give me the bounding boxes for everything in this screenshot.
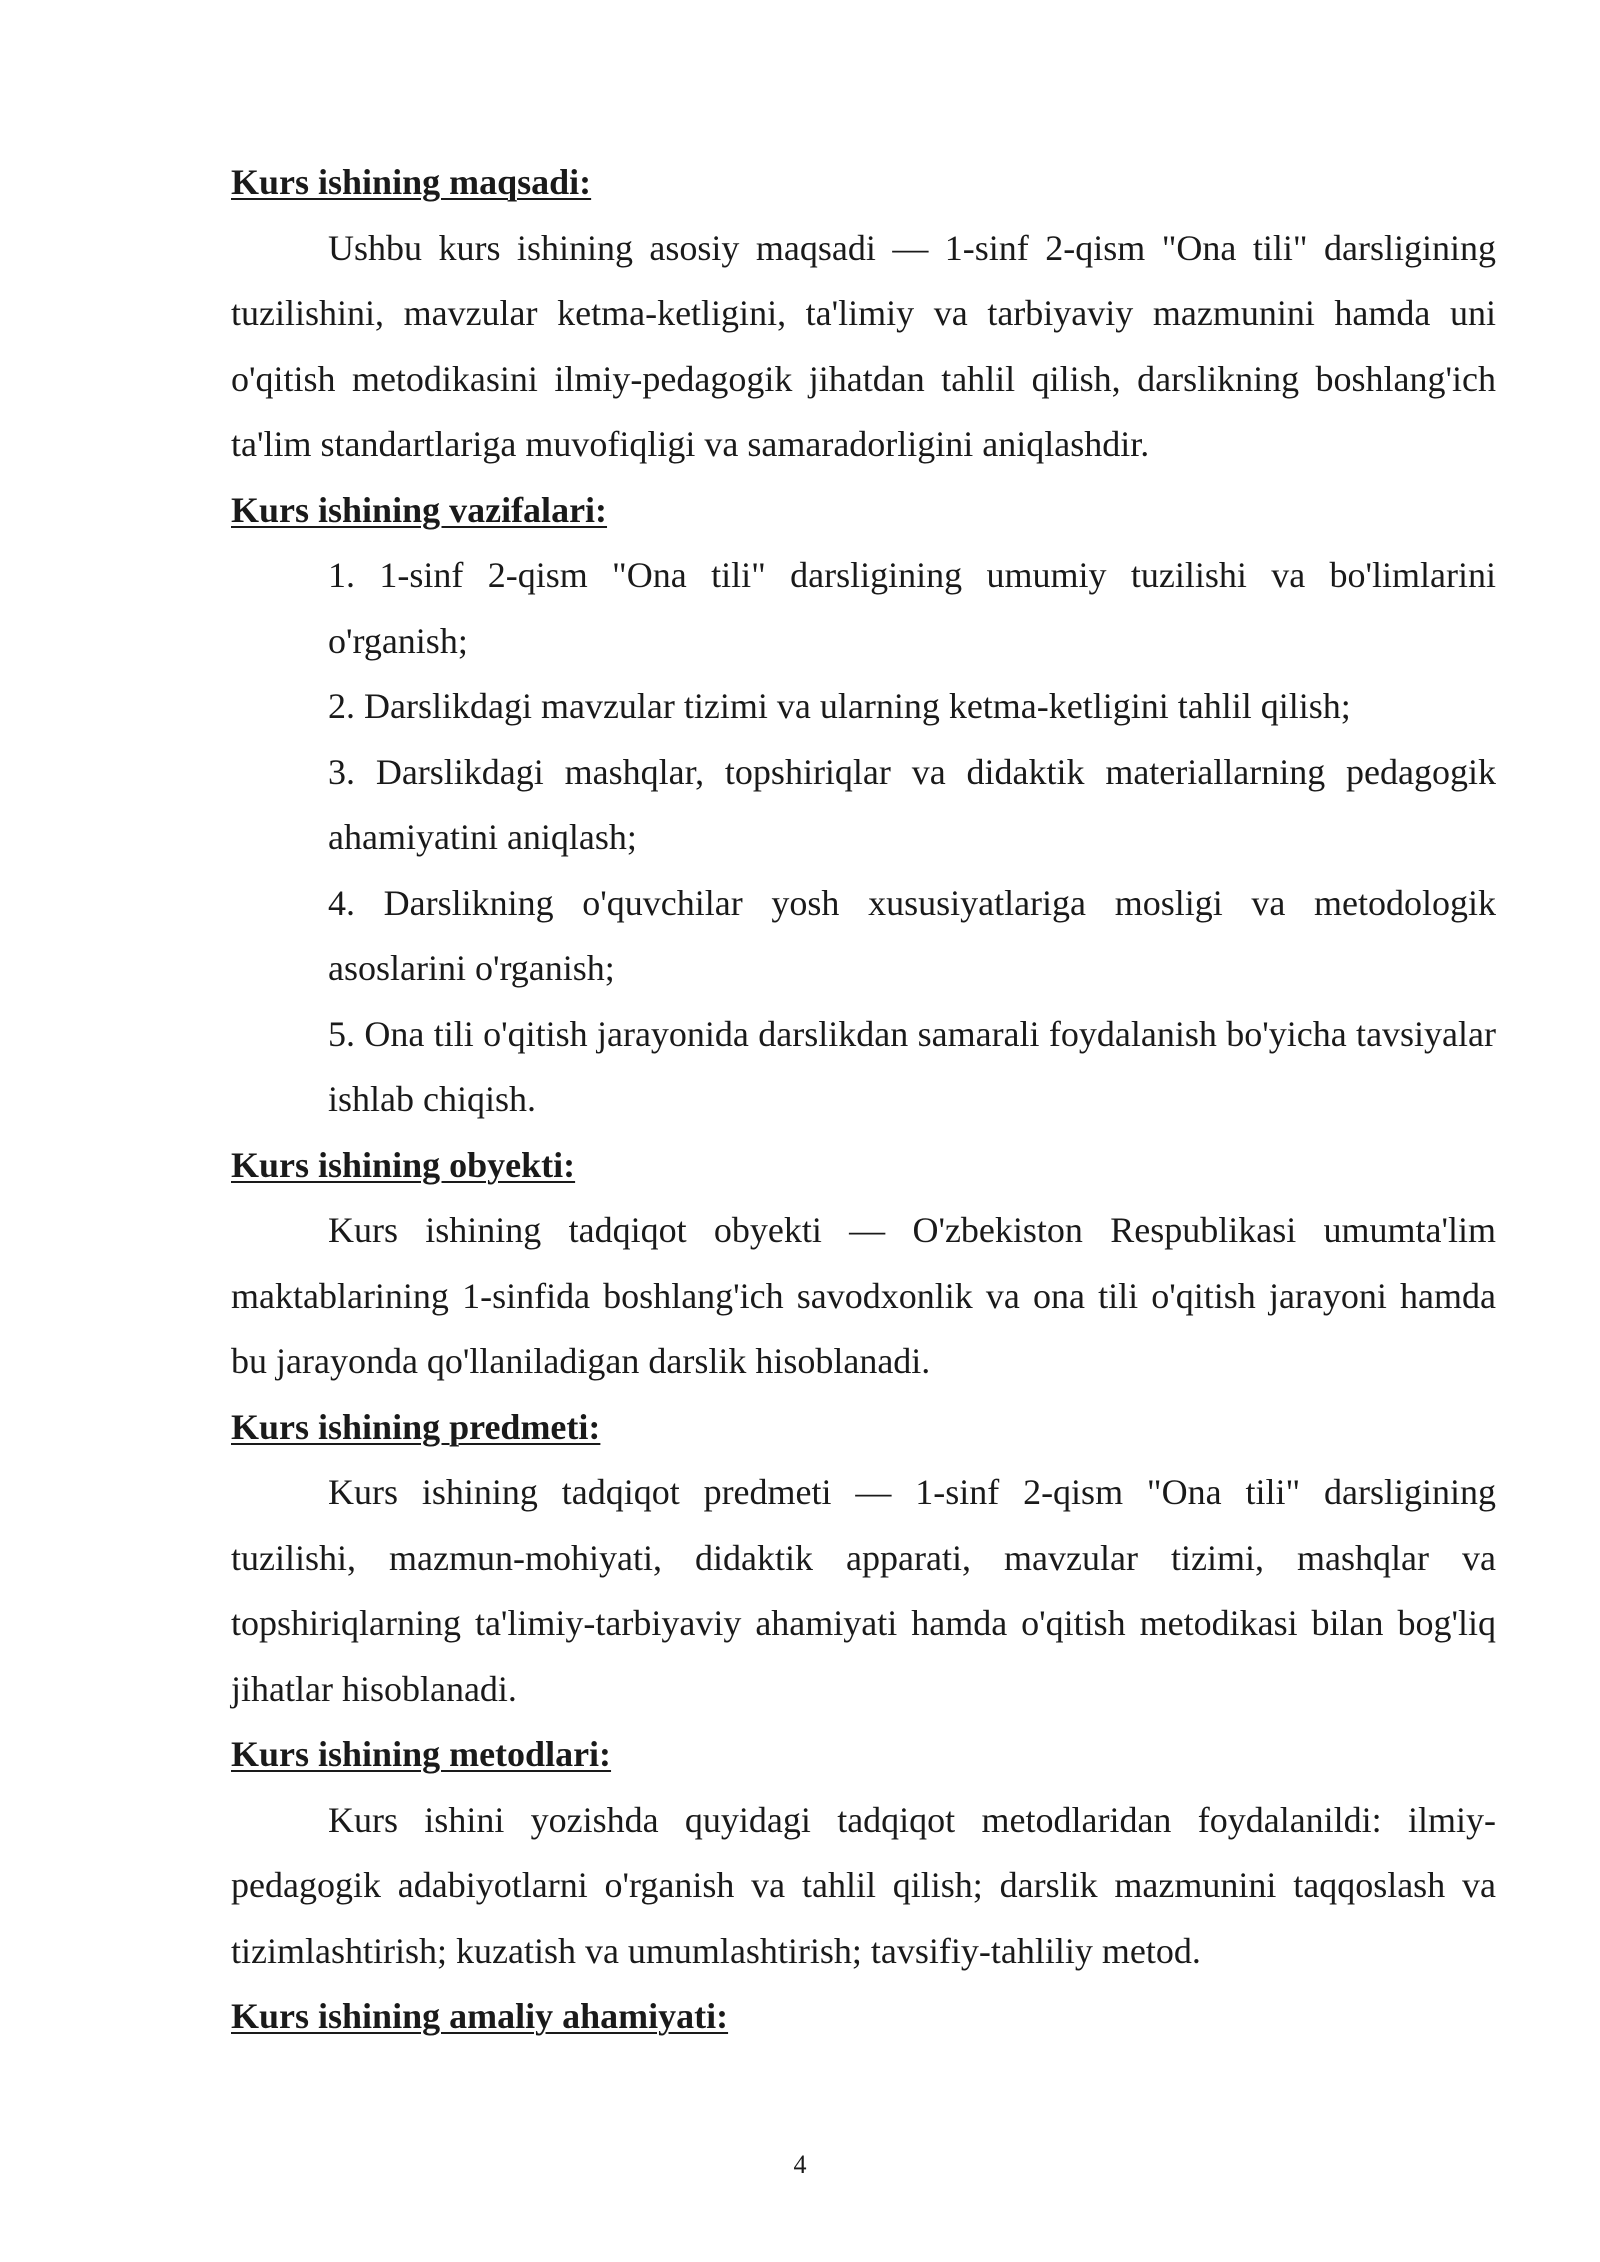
paragraph-metodlari: Kurs ishini yozishda quyidagi tadqiqot metodlaridan foydalanildi: ilmiy-pedagogik adabiyotlarni o'rganish va tahlil qilish; darslik mazmunini taqqoslash va tizimlashtirish; kuzatish va umumlashtirish; tavsifiy-tahliliy metod.	[231, 1799, 1496, 1971]
list-item: 4. Darslikning o'quvchilar yosh xususiyatlariga mosligi va metodologik asoslarini o'rganish;	[328, 882, 1496, 988]
heading-vazifalari: Kurs ishining vazifalari:	[231, 489, 608, 530]
heading-metodlari: Kurs ishining metodlari:	[231, 1734, 612, 1774]
paragraph-maqsadi: Ushbu kurs ishining asosiy maqsadi — 1-sinf 2-qism "Ona tili" darsligining tuzilishini, mavzular ketma-ketligini, ta'limiy va tarbiyaviy mazmunini hamda uni o'qitish metodikasini ilmiy-pedagogik jihatdan tahlil qilish, darslikning boshlang'ich ta'lim standartlariga muvofiqligi va samaradorligini aniqlashdir.	[231, 227, 1496, 464]
paragraph-predmeti: Kurs ishining tadqiqot predmeti — 1-sinf 2-qism "Ona tili" darsligining tuzilishi, mazmun-mohiyati, didaktik apparati, mavzular tizimi, mashqlar va topshiriqlarning ta'limiy-tarbiyaviy ahamiyati hamda o'qitish metodikasi bilan bog'liq jihatlar hisoblanadi.	[231, 1472, 1496, 1709]
heading-predmeti: Kurs ishining predmeti:	[231, 1406, 601, 1447]
paragraph-obyekti: Kurs ishining tadqiqot obyekti — O'zbekiston Respublikasi umumta'lim maktablarining 1-sinfida boshlang'ich savodxonlik va ona tili o'qitish jarayoni hamda bu jarayonda qo'llaniladigan darslik hisoblanadi.	[231, 1210, 1496, 1381]
heading-amaliy-ahamiyati: Kurs ishining amaliy ahamiyati:	[231, 1996, 729, 2036]
heading-obyekti: Kurs ishining obyekti:	[231, 1144, 576, 1185]
tasks-list	[231, 543, 1496, 1133]
list-item: 5. Ona tili o'qitish jarayonida darslikdan samarali foydalanish bo'yicha tavsiyalar ishlab chiqish.	[328, 1013, 1496, 1119]
list-item: 1. 1-sinf 2-qism "Ona tili" darsligining umumiy tuzilishi va bo'limlarini o'rganish;	[328, 555, 1496, 661]
list-item: 2. Darslikdagi mavzular tizimi va ularning ketma-ketligini tahlil qilish;	[328, 686, 1351, 726]
heading-maqsadi: Kurs ishining maqsadi:	[231, 162, 592, 202]
page-number: 4	[793, 2150, 807, 2179]
list-item: 3. Darslikdagi mashqlar, topshiriqlar va didaktik materiallarning pedagogik ahamiyatini aniqlash;	[328, 751, 1496, 857]
page-content	[231, 150, 1496, 2050]
